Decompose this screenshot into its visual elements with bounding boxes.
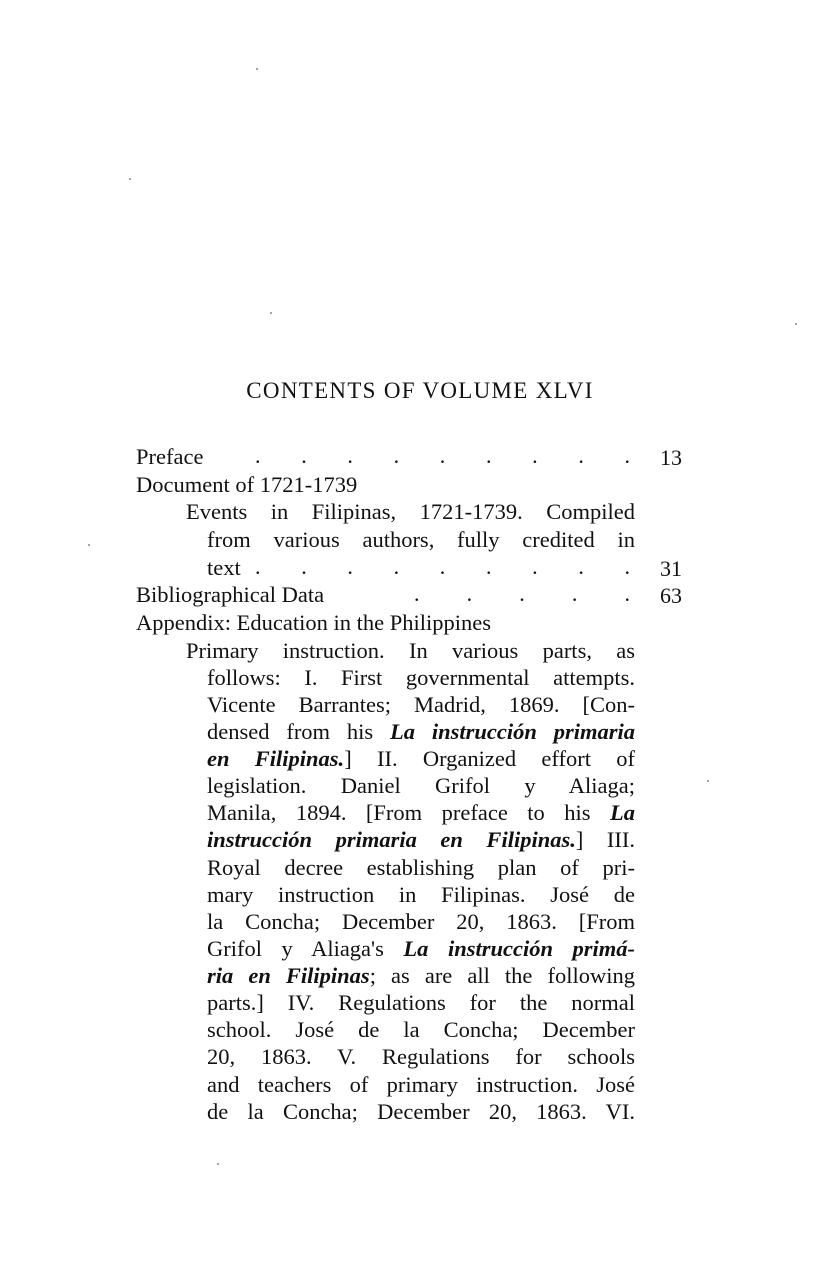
toc-entry-events-line: from various authors, fully credited in xyxy=(207,527,635,552)
primary-text: Grifol y Aliaga's xyxy=(207,936,404,961)
primary-line: follows: I. First governmental attempts. xyxy=(207,665,635,690)
primary-line: legislation. Daniel Grifol y Aliaga; xyxy=(207,773,635,798)
primary-line xyxy=(207,826,635,853)
primary-italic-title: La instrucción primá- xyxy=(403,936,636,961)
primary-line: and teachers of primary instruction. José xyxy=(207,1072,635,1097)
toc-entry-appendix: Appendix: Education in the Philippines xyxy=(136,610,491,635)
toc-entry-bibliographical: Bibliographical Data xyxy=(136,582,325,607)
primary-line: la Concha; December 20, 1863. [From xyxy=(207,909,635,934)
primary-italic-title: La instrucción primaria xyxy=(390,719,635,744)
primary-line xyxy=(207,718,635,745)
toc-page-preface: 13 xyxy=(660,445,682,470)
leader-dots: . . . . . . . . . xyxy=(255,554,630,579)
toc-entry-events-line: text xyxy=(207,555,241,580)
toc-page-events: 31 xyxy=(660,556,682,581)
scan-speck xyxy=(88,544,90,546)
primary-line: mary instruction in Filipinas. José de xyxy=(207,882,635,907)
leader-dots: . . . . . . . . . xyxy=(255,443,630,468)
primary-line: Royal decree establishing plan of pri- xyxy=(207,855,635,880)
toc-page-bibliographical: 63 xyxy=(660,583,682,608)
primary-line xyxy=(207,745,635,772)
scan-speck xyxy=(707,780,709,782)
primary-text: ] II. Organized effort of xyxy=(344,746,635,771)
page-heading: CONTENTS OF VOLUME XLVI xyxy=(246,378,594,403)
toc-entry-events-line: Events in Filipinas, 1721-1739. Compiled xyxy=(186,499,635,524)
primary-italic-title: ria en Filipinas xyxy=(207,963,370,988)
primary-line: 20, 1863. V. Regulations for schools xyxy=(207,1044,635,1069)
primary-line: school. José de la Concha; December xyxy=(207,1017,635,1042)
scan-speck xyxy=(129,178,131,180)
toc-entry-document: Document of 1721-1739 xyxy=(136,472,358,497)
primary-italic-title: en Filipinas. xyxy=(207,746,345,771)
primary-line xyxy=(207,962,635,989)
primary-line: de la Concha; December 20, 1863. VI. xyxy=(207,1099,635,1124)
primary-line: Vicente Barrantes; Madrid, 1869. [Con- xyxy=(207,692,635,717)
scan-speck xyxy=(795,323,797,325)
primary-text: densed from his xyxy=(207,719,391,744)
scan-speck xyxy=(270,312,272,314)
primary-line xyxy=(207,799,635,826)
primary-italic-title: instrucción primaria en Filipinas. xyxy=(207,827,576,852)
primary-text: Manila, 1894. [From preface to his xyxy=(207,800,610,825)
primary-line: Primary instruction. In various parts, as xyxy=(186,638,635,663)
primary-text: ; as are all the following xyxy=(369,963,635,988)
primary-text: ] III. xyxy=(575,827,635,852)
primary-line: parts.] IV. Regulations for the normal xyxy=(207,990,635,1015)
primary-line xyxy=(207,935,635,962)
toc-entry-preface: Preface xyxy=(136,444,204,469)
leader-dots: . . . . . xyxy=(414,581,630,606)
scan-speck xyxy=(217,1163,219,1165)
scan-speck xyxy=(256,68,258,70)
primary-italic-title: La xyxy=(610,800,635,825)
